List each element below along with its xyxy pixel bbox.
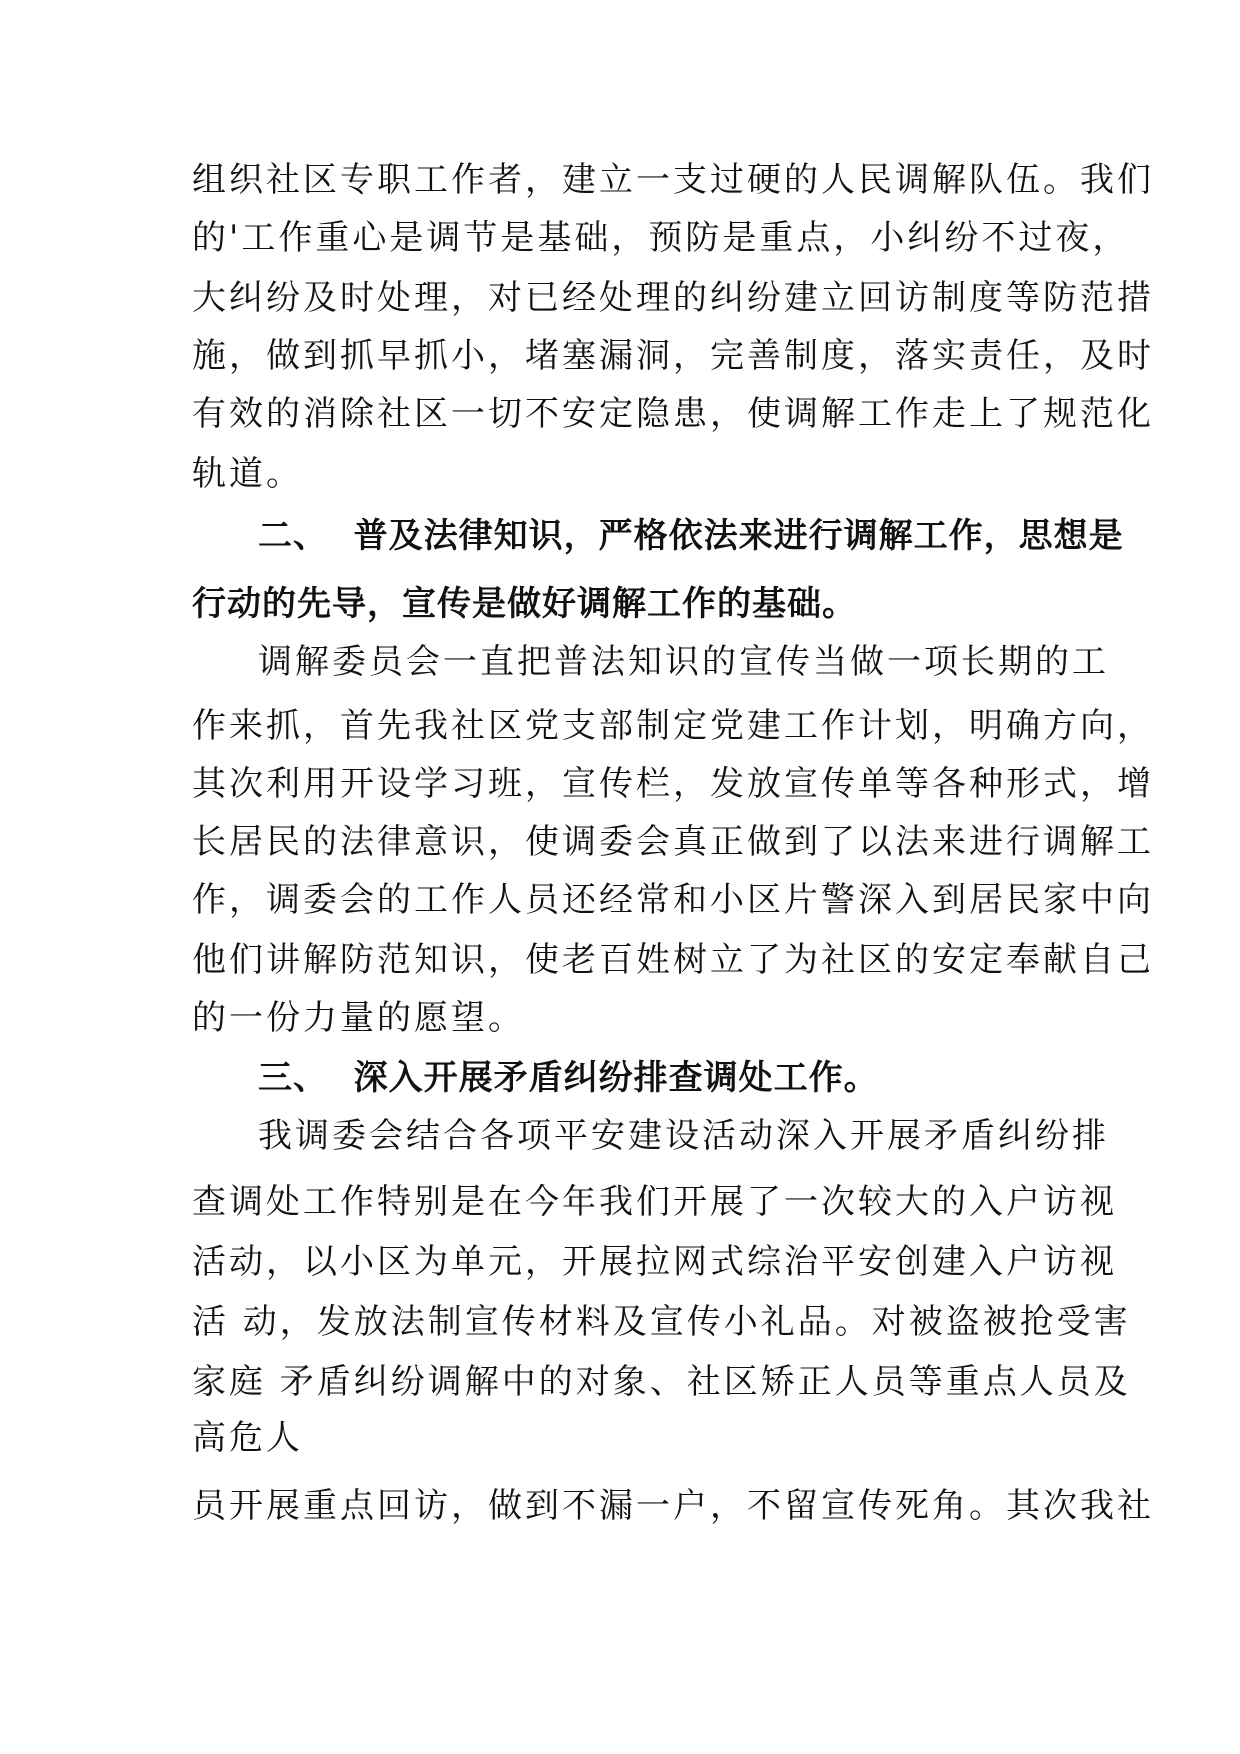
- section-2-heading-line-1: 二、 普及法律知识，严格依法来进行调解工作，思想是: [258, 516, 1124, 556]
- paragraph-2-line-2: 作来抓，首先我社区党支部制定党建工作计划，明确方向，: [192, 706, 1154, 746]
- section-3-heading: 三、 深入开展矛盾纠纷排查调处工作。: [258, 1058, 879, 1098]
- paragraph-2-line-5: 作，调委会的工作人员还经常和小区片警深入到居民家中向: [192, 880, 1154, 920]
- paragraph-3-line-6: 高危人: [192, 1418, 303, 1458]
- paragraph-2-line-1: 调解委员会一直把普法知识的宣传当做一项长期的工: [258, 642, 1109, 682]
- section-2-heading-line-2: 行动的先导，宣传是做好调解工作的基础。: [192, 584, 857, 624]
- paragraph-1-line-4: 施，做到抓早抓小，堵塞漏洞，完善制度，落实责任，及时: [192, 336, 1154, 376]
- paragraph-3-line-4: 活 动，发放法制宣传材料及宣传小礼品。对被盗被抢受害: [192, 1302, 1131, 1342]
- paragraph-3-line-2: 查调处工作特别是在今年我们开展了一次较大的入户访视: [192, 1182, 1117, 1222]
- paragraph-3-line-7: 员开展重点回访，做到不漏一户，不留宣传死角。其次我社: [192, 1486, 1154, 1526]
- paragraph-2-line-3: 其次利用开设学习班，宣传栏，发放宣传单等各种形式，增: [192, 764, 1154, 804]
- paragraph-3-line-5: 家庭 矛盾纠纷调解中的对象、社区矫正人员等重点人员及: [192, 1362, 1131, 1402]
- paragraph-2-line-7: 的一份力量的愿望。: [192, 998, 525, 1038]
- paragraph-1-line-6: 轨道。: [192, 454, 303, 494]
- paragraph-1-line-2: 的'工作重心是调节是基础，预防是重点，小纠纷不过夜，: [192, 218, 1130, 258]
- paragraph-1-line-3: 大纠纷及时处理，对已经处理的纠纷建立回访制度等防范措: [192, 278, 1154, 318]
- paragraph-3-line-1: 我调委会结合各项平安建设活动深入开展矛盾纠纷排: [258, 1116, 1109, 1156]
- paragraph-1-line-1: 组织社区专职工作者，建立一支过硬的人民调解队伍。我们: [192, 160, 1154, 200]
- paragraph-3-line-3: 活动，以小区为单元，开展拉网式综治平安创建入户访视: [192, 1242, 1117, 1282]
- paragraph-1-line-5: 有效的消除社区一切不安定隐患，使调解工作走上了规范化: [192, 394, 1154, 434]
- paragraph-2-line-6: 他们讲解防范知识，使老百姓树立了为社区的安定奉献自己: [192, 940, 1154, 980]
- paragraph-2-line-4: 长居民的法律意识，使调委会真正做到了以法来进行调解工: [192, 822, 1154, 862]
